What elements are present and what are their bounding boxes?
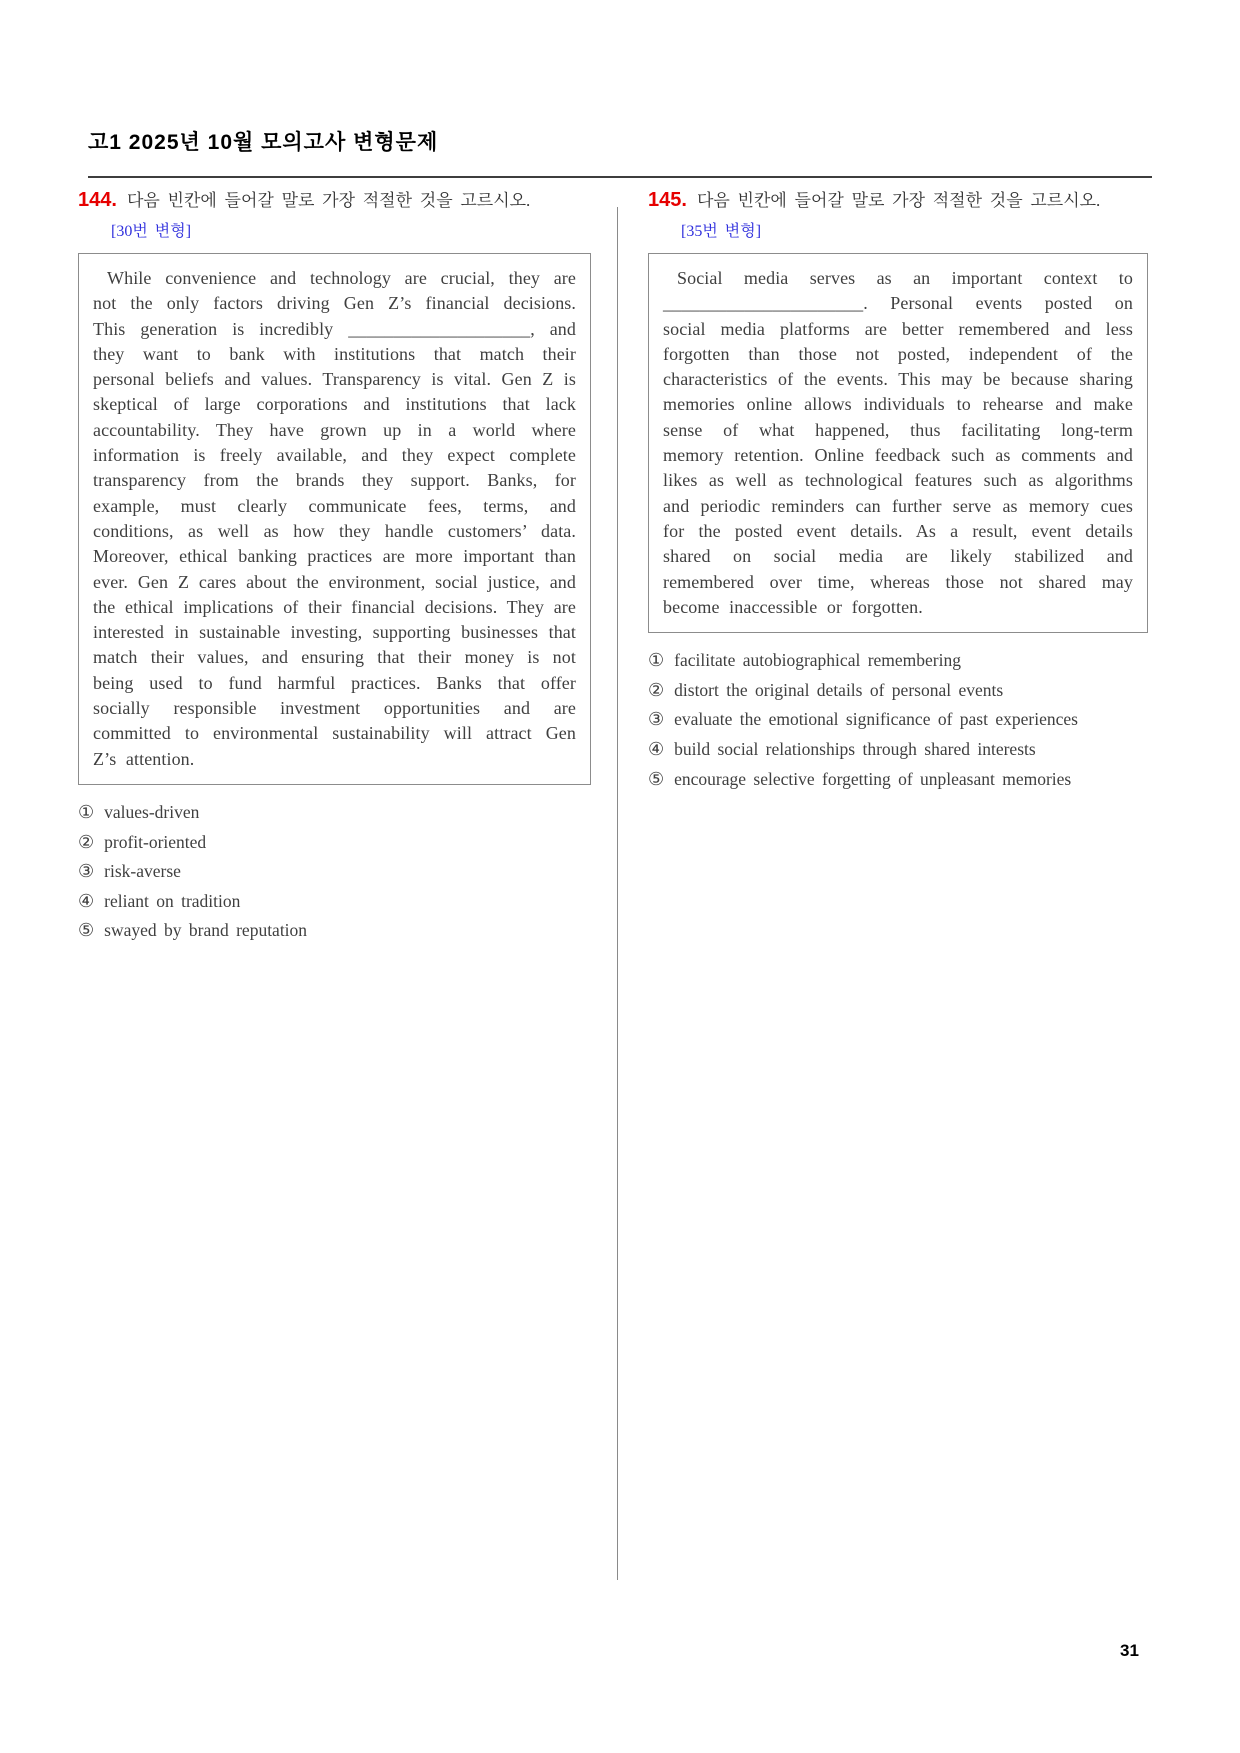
option-item [78, 857, 591, 887]
option-text: encourage selective forgetting of unpleasant memories [674, 768, 1072, 789]
question-number: 145. [648, 189, 687, 211]
option-marker: ② [78, 831, 95, 852]
passage-text: While convenience and technology are crucial, they are not the only factors driving Gen Z’s financial decisions. This generation is incredibly ____________________, and they want to bank with institutions that match their personal beliefs and values. Transparency is vital. Gen Z is skeptical of large corporations and institutions that lack accountability. They have grown up in a world where information is freely available, and they expect complete transparency from the brands they support. Banks, for example, must clearly communicate fees, terms, and conditions, as well as how they handle customers’ data. Moreover, ethical banking practices are more important than ever. Gen Z cares about the environment, social justice, and the ethical implications of their financial decisions. They are interested in sustainable investing, supporting businesses that match their values, and ensuring that their money is not being used to fund harmful practices. Banks that offer socially responsible investment opportunities and are committed to environmental sustainability will attract Gen Z’s attention. [93, 268, 576, 769]
option-marker: ① [648, 650, 665, 671]
question-header [648, 188, 1148, 214]
option-item [648, 735, 1148, 765]
option-marker: ② [648, 679, 665, 700]
question-prompt: 다음 빈칸에 들어갈 말로 가장 적절한 것을 고르시오. [696, 191, 1101, 210]
column-divider [617, 207, 618, 1580]
question-prompt: 다음 빈칸에 들어갈 말로 가장 적절한 것을 고르시오. [126, 191, 531, 210]
option-text: reliant on tradition [104, 890, 241, 911]
page-number: 31 [1120, 1641, 1139, 1660]
option-marker: ⑤ [648, 768, 665, 789]
option-marker: ④ [648, 738, 665, 759]
passage-box [648, 253, 1148, 633]
option-text: swayed by brand reputation [104, 920, 308, 941]
option-item [648, 646, 1148, 676]
option-text: evaluate the emotional significance of past experiences [674, 709, 1078, 730]
option-item [78, 887, 591, 917]
option-text: risk-averse [104, 861, 181, 882]
option-text: values-driven [104, 801, 200, 822]
passage-text: Social media serves as an important context to ______________________. Personal events posted on social media platforms are better remembered and less forgotten than those not posted, independent of the characteristics of the events. This may be because sharing memories online allows individuals to rehearse and make sense of what happened, thus facilitating long-term memory retention. Online feedback such as comments and likes as well as technological features such as algorithms and periodic reminders can further serve as memory cues for the posted event details. As a result, event details shared on social media are likely stabilized and remembered over time, whereas those not shared may become inaccessible or forgotten. [663, 268, 1133, 617]
option-marker: ① [78, 801, 95, 822]
option-marker: ④ [78, 890, 95, 911]
option-item [78, 798, 591, 828]
passage-box [78, 253, 591, 785]
option-item [78, 828, 591, 858]
option-marker: ③ [648, 709, 665, 730]
question-header [78, 188, 591, 214]
options-list [648, 646, 1148, 794]
option-item [648, 676, 1148, 706]
document-title: 고1 2025년 10월 모의고사 변형문제 [88, 131, 439, 154]
option-text: build social relationships through shared interests [674, 738, 1036, 759]
question-145-section [648, 188, 1148, 794]
option-text: facilitate autobiographical remembering [674, 650, 961, 671]
option-text: profit-oriented [104, 831, 207, 852]
option-item [648, 705, 1148, 735]
options-list [78, 798, 591, 946]
option-marker: ⑤ [78, 920, 95, 941]
option-marker: ③ [78, 861, 95, 882]
question-number: 144. [78, 189, 117, 211]
header-rule [88, 176, 1152, 178]
variant-tag: [30번 변형] [111, 223, 192, 240]
option-item [648, 765, 1148, 795]
question-144-section [78, 188, 591, 946]
variant-tag: [35번 변형] [681, 223, 762, 240]
option-item [78, 916, 591, 946]
option-text: distort the original details of personal events [674, 679, 1004, 700]
